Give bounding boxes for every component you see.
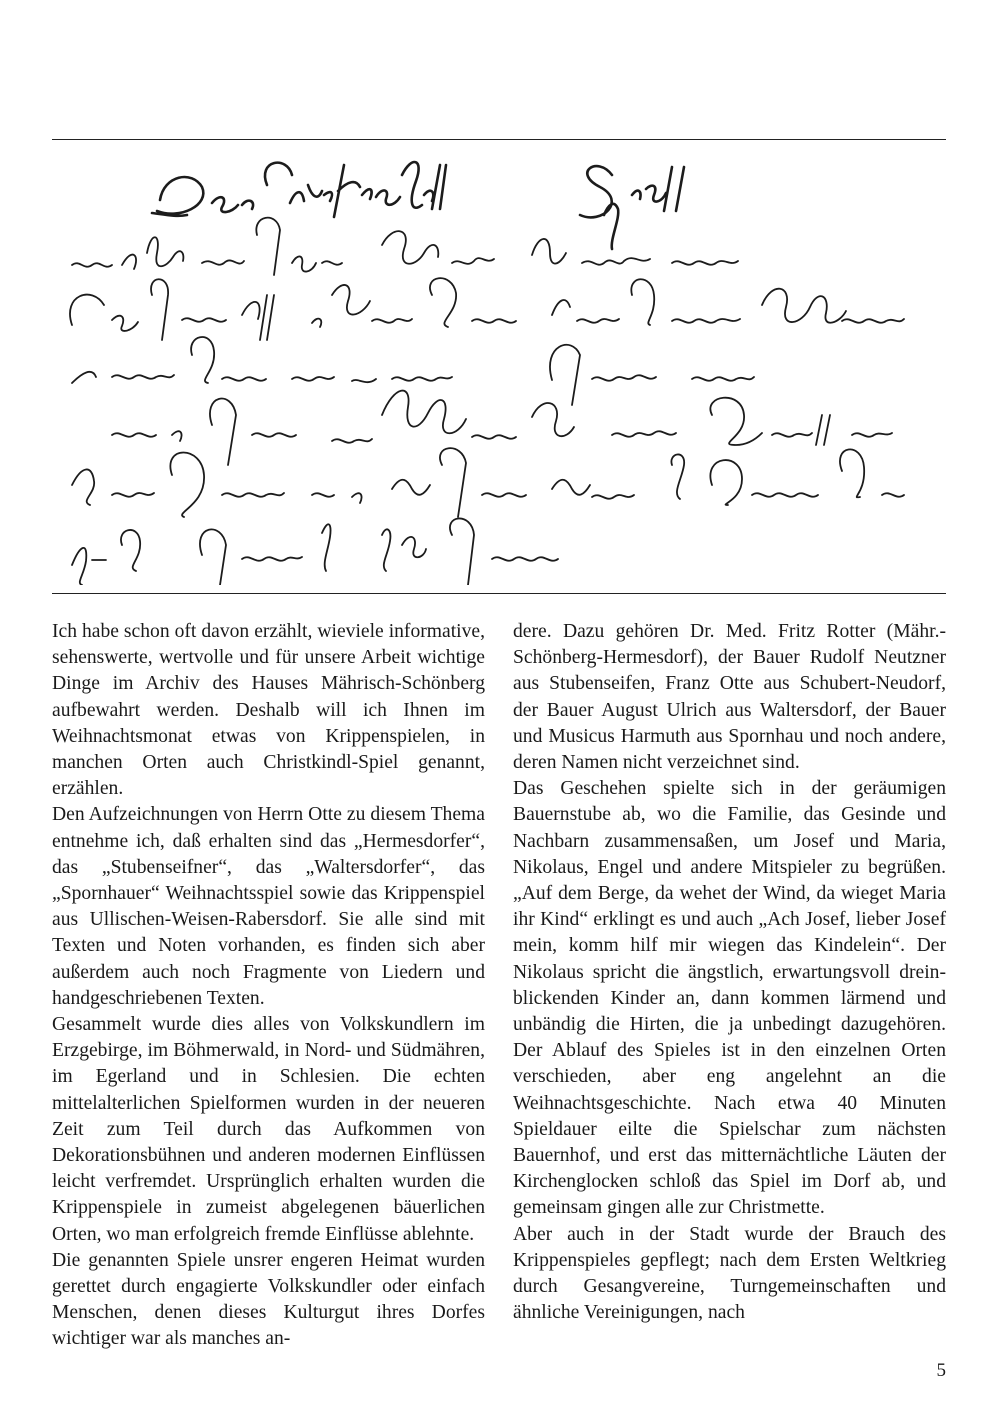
page-number: 5 xyxy=(936,1360,946,1381)
paragraph: dere. Dazu gehören Dr. Med. Fritz Rotter (Mähr.-Schönberg-Hermesdorf), der Bauer Rudolf Neutzner aus Stubenseifen, Franz Otte aus Schubert-Neudorf, der Bauer August Ulrich aus Waltersdorf, der Bauer und Musicus Harmuth aus Spornhau und noch andere, deren Namen nicht verzeichnet sind. xyxy=(513,621,946,774)
paragraph: Gesammelt wurde dies alles von Volkskundlern im Erzgebirge, im Böhmerwald, in Nord- und Südmähren, im Egerland und in Schlesien. Die echten mittelalterlichen Spielformen wurden in der neueren Zeit zum Teil durch das Aufkommen von Dekorationsbühnen und anderen modernen Einflüssen leicht verfremdet. Ursprünglich erhalten wurden die Krippenspiele in zumeist abgelegenen bäuerlichen Orten, wo man erfolgreich fremde Einflüsse ablehnte. xyxy=(52,1014,485,1245)
paragraph: Das Geschehen spielte sich in der geräumigen Bauernstube ab, wo die Familie, das Gesinde und Nachbarn zusammensaßen, um Josef und Maria, Nikolaus, Engel und andere Mitspieler zu begrüßen. „Auf dem Berge, da wehet der Wind, da wieget Maria ihr Kind“ erklingt es und auch „Ach Josef, lieber Josef mein, komm hilf mir wiegen das Kindelein“. Der Nikolaus spricht die ängstlich, erwartungsvoll dreinblickenden Kinder an, dann kommen lärmend und unbändig die Hirten, die ja unbedingt dazugehören. Der Ablauf des Spieles ist in den einzelnen Orten verschieden, aber eng angelehnt an die Weihnachtsgeschichte. Nach etwa 40 Minuten Spieldauer eilte die Spielschar zum nächsten Bauernhof, und erst das mitternächtliche Läuten der Kirchenglocken schloß das Spiel im Dorf ab, und gemeinsam gingen alle zur Christmette. xyxy=(513,778,946,1219)
left-text-column xyxy=(52,619,485,1353)
paragraph: Den Aufzeichnungen von Herrn Otte zu diesem Thema entnehme ich, daß erhalten sind das „Hermesdorfer“, das „Stubenseifner“, das „Waltersdorfer“, das „Spornhauer“ Weihnachtsspiel sowie das Krippenspiel aus Ullischen-Weisen-Rabersdorf. Sie alle sind mit Texten und Noten vorhanden, es finden sich aber außerdem auch noch Fragmente von Liedern und handgeschriebenen Texten. xyxy=(52,804,485,1009)
handwritten-manuscript-image xyxy=(52,145,946,585)
bottom-rule xyxy=(52,593,946,594)
right-text-column xyxy=(513,619,946,1326)
paragraph: Aber auch in der Stadt wurde der Brauch des Krippenspieles gepflegt; nach dem Ersten Weltkrieg durch Gesangvereine, Turngemeinschaften und ähnliche Vereinigungen, nach xyxy=(513,1223,946,1324)
manuscript-body-scribble xyxy=(70,218,904,585)
paragraph: Ich habe schon oft davon erzählt, wieviele informative, sehenswerte, wertvolle und für unsere Arbeit wichtige Dinge im Archiv des Hauses Mährisch-Schönberg aufbewahrt werden. Deshalb will ich Ihnen im Weihnachtsmonat etwas von Krippenspielen, in manchen Orten auch Christkindl-Spiel genannt, erzählen. xyxy=(52,621,485,800)
manuscript-title-scribble xyxy=(152,162,684,249)
top-rule xyxy=(52,139,946,140)
paragraph: Die genannten Spiele unsrer engeren Heimat wurden gerettet durch engagierte Volkskundler oder einfach Menschen, denen dieses Kulturgut ihres Dorfes wichtiger war als manches an- xyxy=(52,1249,485,1350)
